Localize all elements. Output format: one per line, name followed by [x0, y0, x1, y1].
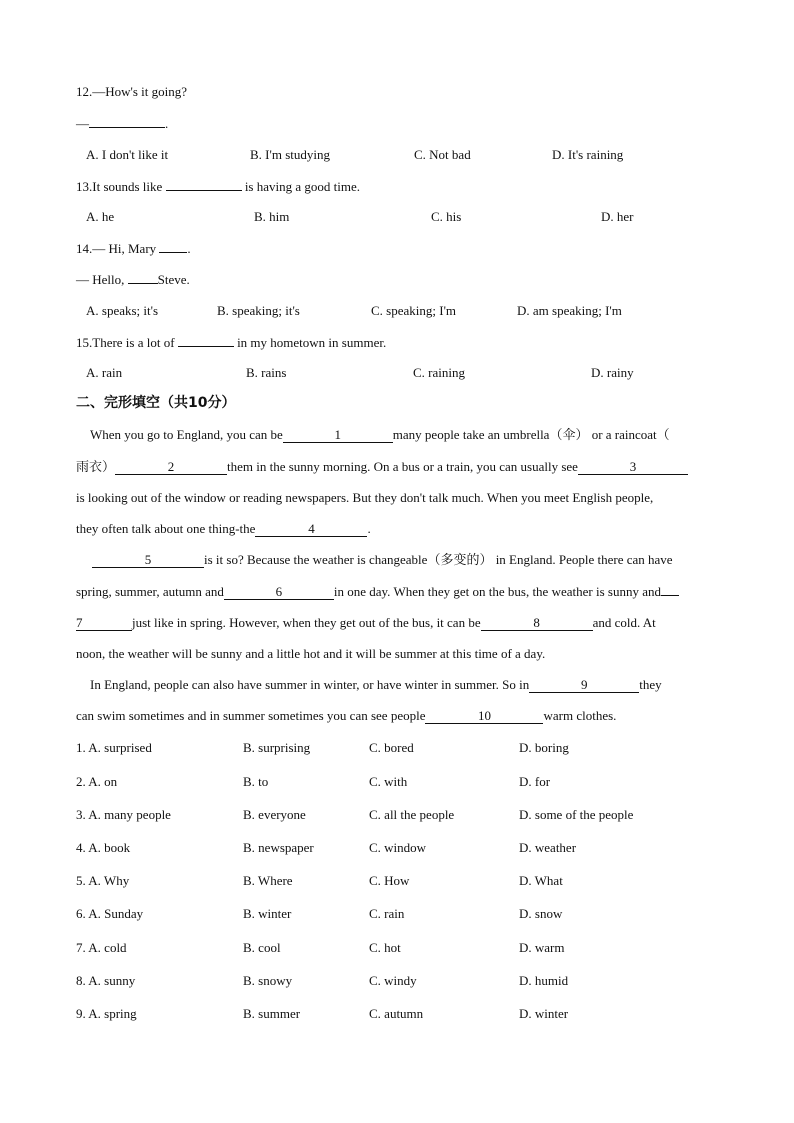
cloze-option-row	[0, 774, 794, 790]
option-d[interactable]: D. winter	[519, 1006, 569, 1021]
answer-blank[interactable]	[89, 115, 165, 128]
option-c[interactable]: C. hot	[369, 940, 401, 955]
option-c[interactable]: C. bored	[369, 740, 414, 755]
option-d[interactable]: D. boring	[519, 740, 569, 755]
option-b[interactable]: B. him	[254, 209, 290, 224]
option-b[interactable]: B. rains	[246, 365, 287, 380]
cloze-option-row	[0, 807, 794, 823]
option-c[interactable]: C. raining	[413, 365, 465, 380]
cloze-blank[interactable]: 3	[578, 460, 688, 475]
passage-line: is looking out of the window or reading newspapers. But they don't talk much. When you meet English people,	[76, 490, 654, 505]
option-b[interactable]: B. speaking; it's	[217, 303, 300, 318]
cloze-blank[interactable]: 4	[255, 522, 367, 537]
option-b[interactable]: B. to	[243, 774, 269, 789]
cloze-option-row	[0, 740, 794, 756]
answer-blank[interactable]	[178, 334, 234, 347]
option-b[interactable]: B. summer	[243, 1006, 301, 1021]
cloze-option-row	[0, 840, 794, 856]
option-d[interactable]: D. humid	[519, 973, 569, 988]
option-c[interactable]: C. autumn	[369, 1006, 424, 1021]
option-b[interactable]: B. Where	[243, 873, 293, 888]
cloze-option-row	[0, 906, 794, 922]
option-c[interactable]: C. rain	[369, 906, 405, 921]
question-12-options	[0, 147, 794, 163]
option-b[interactable]: B. snowy	[243, 973, 293, 988]
option-d[interactable]: D. snow	[519, 906, 563, 921]
option-c[interactable]: C. with	[369, 774, 408, 789]
passage-line: When you go to England, you can be 1 many people take an umbrella（伞） or a raincoat（	[90, 427, 670, 442]
option-a[interactable]: 4. A. book	[76, 840, 131, 855]
option-d[interactable]: D. for	[519, 774, 551, 789]
option-c[interactable]: C. How	[369, 873, 410, 888]
answer-blank[interactable]	[166, 178, 242, 191]
cloze-option-row	[0, 973, 794, 989]
answer-blank[interactable]	[661, 583, 679, 596]
option-d[interactable]: D. her	[601, 209, 634, 224]
option-a[interactable]: 1. A. surprised	[76, 740, 152, 755]
option-d[interactable]: D. some of the people	[519, 807, 634, 822]
option-b[interactable]: B. surprising	[243, 740, 311, 755]
cloze-blank[interactable]: 5	[92, 553, 204, 568]
question-12-stem: 12.—How's it going?	[76, 84, 188, 99]
option-c[interactable]: C. Not bad	[414, 147, 471, 162]
option-d[interactable]: D. What	[519, 873, 563, 888]
option-c[interactable]: C. speaking; I'm	[371, 303, 457, 318]
option-c[interactable]: C. windy	[369, 973, 417, 988]
option-d[interactable]: D. am speaking; I'm	[517, 303, 622, 318]
question-15-options	[0, 365, 794, 381]
option-a[interactable]: 5. A. Why	[76, 873, 130, 888]
passage-line: 7 just like in spring. However, when they get out of the bus, it can be 8 and cold. At	[76, 615, 656, 630]
cloze-option-row	[0, 940, 794, 956]
section-heading: 二、完形填空（共10分）	[76, 395, 236, 411]
option-a[interactable]: A. speaks; it's	[86, 303, 159, 318]
option-b[interactable]: B. cool	[243, 940, 281, 955]
option-b[interactable]: B. winter	[243, 906, 292, 921]
passage-line: In England, people can also have summer in winter, or have winter in summer. So in 9 they	[90, 677, 662, 692]
question-12-reply: — .	[76, 116, 169, 131]
cloze-option-row	[0, 873, 794, 889]
answer-blank[interactable]	[159, 240, 187, 253]
cloze-option-row	[0, 1006, 794, 1022]
option-d[interactable]: D. It's raining	[552, 147, 624, 162]
option-a[interactable]: A. rain	[86, 365, 123, 380]
passage-line: 5 is it so? Because the weather is changeable（多变的） in England. People there can have	[92, 552, 737, 568]
option-a[interactable]: 7. A. cold	[76, 940, 127, 955]
cloze-blank[interactable]: 6	[224, 585, 334, 600]
passage-line: noon, the weather will be sunny and a little hot and it will be summer at this time of a day.	[76, 646, 546, 661]
option-a[interactable]: 2. A. on	[76, 774, 118, 789]
question-14-reply: — Hello, Steve.	[76, 272, 190, 287]
question-14-stem: 14.— Hi, Mary .	[76, 241, 191, 256]
cloze-blank[interactable]: 2	[115, 460, 227, 475]
option-a[interactable]: 9. A. spring	[76, 1006, 137, 1021]
passage-line: can swim sometimes and in summer sometimes you can see people 10 warm clothes.	[76, 708, 617, 723]
passage-line: they often talk about one thing-the 4 .	[76, 521, 371, 536]
option-c[interactable]: C. all the people	[369, 807, 455, 822]
question-13-options	[0, 209, 794, 225]
option-a[interactable]: 3. A. many people	[76, 807, 171, 822]
passage-line: spring, summer, autumn and 6 in one day. When they get on the bus, the weather is sunny and	[76, 583, 721, 600]
cloze-blank[interactable]: 10	[425, 709, 543, 724]
cloze-blank[interactable]: 8	[481, 616, 593, 631]
question-13-stem: 13.It sounds like is having a good time.	[76, 179, 360, 194]
question-14-options	[0, 303, 794, 319]
option-b[interactable]: B. newspaper	[243, 840, 314, 855]
option-d[interactable]: D. weather	[519, 840, 577, 855]
question-15-stem: 15.There is a lot of in my hometown in summer.	[76, 335, 387, 350]
option-c[interactable]: C. window	[369, 840, 427, 855]
option-c[interactable]: C. his	[431, 209, 462, 224]
cloze-blank[interactable]: 9	[529, 678, 639, 693]
option-a[interactable]: A. I don't like it	[86, 147, 169, 162]
option-d[interactable]: D. warm	[519, 940, 565, 955]
option-b[interactable]: B. everyone	[243, 807, 306, 822]
cloze-blank[interactable]: 1	[283, 428, 393, 443]
answer-blank[interactable]	[128, 271, 158, 284]
option-d[interactable]: D. rainy	[591, 365, 634, 380]
passage-line: 雨衣） 2 them in the sunny morning. On a bus or a train, you can usually see 3	[76, 459, 721, 475]
option-b[interactable]: B. I'm studying	[250, 147, 330, 162]
cloze-blank[interactable]: 7	[76, 616, 132, 631]
option-a[interactable]: 6. A. Sunday	[76, 906, 144, 921]
option-a[interactable]: 8. A. sunny	[76, 973, 136, 988]
option-a[interactable]: A. he	[86, 209, 115, 224]
